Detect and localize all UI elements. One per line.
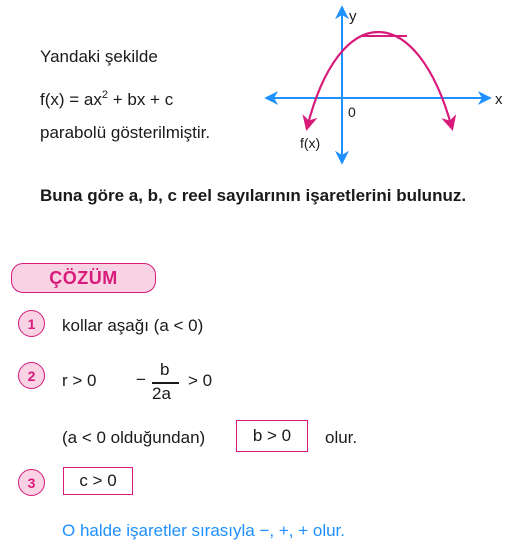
step-2-tail: olur. — [325, 428, 358, 447]
intro-line-1: Yandaki şekilde — [40, 47, 158, 66]
step-2-text: r > 0 — [62, 371, 97, 390]
step-2-reason: (a < 0 olduğundan) — [62, 428, 206, 447]
curve-label: f(x) — [300, 135, 321, 151]
formula — [40, 90, 173, 110]
fraction-numerator: b — [160, 360, 170, 379]
step-1-number: 1 — [27, 315, 36, 332]
intro-line-3: parabolü gösterilmiştir. — [40, 123, 211, 142]
result-box-c — [63, 467, 133, 495]
origin-label: 0 — [348, 104, 356, 120]
step-1-badge — [18, 310, 45, 337]
step-3-number: 3 — [27, 474, 36, 491]
solution-heading — [11, 263, 156, 293]
step-2-number: 2 — [27, 367, 36, 384]
step-1-text: kollar aşağı (a < 0) — [62, 316, 204, 335]
x-axis-label: x — [495, 91, 503, 108]
question: Buna göre a, b, c reel sayılarının işaretlerini bulunuz. — [40, 186, 467, 205]
step-2-badge — [18, 362, 45, 389]
fraction-denominator: 2a — [152, 384, 171, 403]
step-3-badge — [18, 469, 45, 496]
formula-suffix: + bx + c — [108, 90, 174, 109]
result-c: c > 0 — [79, 471, 117, 490]
result-b: b > 0 — [252, 426, 292, 445]
conclusion: O halde işaretler sırasıyla −, +, + olur. — [62, 521, 345, 540]
solution-heading-label: ÇÖZÜM — [49, 267, 118, 288]
fraction-inequality: > 0 — [188, 371, 213, 390]
y-axis-label: y — [349, 8, 357, 25]
fraction-minus: − — [136, 370, 146, 389]
parabola-graph — [255, 0, 527, 175]
result-box-b — [236, 420, 308, 452]
parabola-curve — [307, 32, 452, 128]
formula-exponent: 2 — [101, 89, 108, 101]
formula-prefix: f(x) = ax — [40, 90, 102, 109]
